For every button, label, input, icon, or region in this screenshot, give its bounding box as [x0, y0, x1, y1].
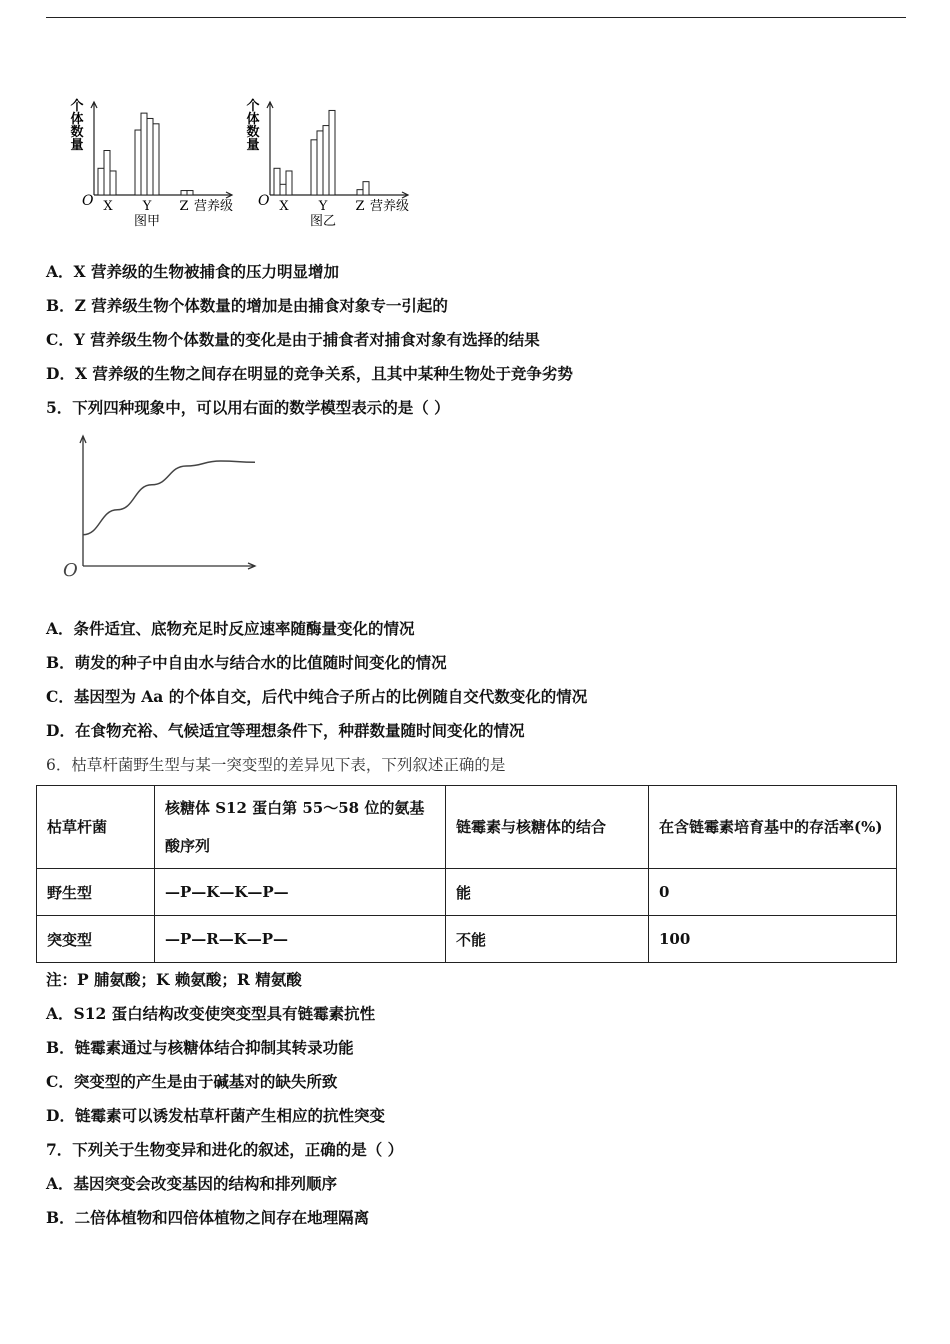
q4-option-a: A．X 营养级的生物被捕食的压力明显增加	[46, 262, 339, 281]
comparison-table	[36, 785, 897, 963]
x-tick-label: X	[103, 199, 113, 214]
y-axis-label: 个体数量	[246, 99, 260, 153]
header-rule	[46, 17, 906, 18]
table-row	[37, 869, 897, 916]
bar	[98, 168, 104, 195]
bar	[280, 184, 286, 195]
bar-chart-yi	[236, 96, 426, 231]
table-header-cell: 核糖体 S12 蛋白第 55～58 位的氨基酸序列	[155, 786, 446, 869]
bar	[329, 110, 335, 195]
chart-title: 图乙	[309, 214, 337, 229]
table-note: 注：P 脯氨酸；K 赖氨酸；R 精氨酸	[46, 970, 302, 989]
q7-option-b: B．二倍体植物和四倍体植物之间存在地理隔离	[46, 1208, 370, 1227]
origin-label: O	[258, 193, 270, 209]
q4-option-c: C．Y 营养级生物个体数量的变化是由于捕食者对捕食对象有选择的结果	[46, 330, 540, 349]
table-header-row	[37, 786, 897, 869]
bar	[311, 140, 317, 195]
bar-chart-jia	[60, 96, 250, 231]
table-cell: 100	[649, 916, 897, 963]
bar	[286, 171, 292, 195]
table-cell: 突变型	[37, 916, 155, 963]
table-cell: 不能	[446, 916, 649, 963]
q7-stem: 7．下列关于生物变异和进化的叙述，正确的是（ ）	[46, 1140, 404, 1159]
q5-stem: 5．下列四种现象中，可以用右面的数学模型表示的是（ ）	[46, 398, 450, 417]
table-header-cell: 在含链霉素培育基中的存活率(%)	[649, 786, 897, 869]
q4-option-b: B．Z 营养级生物个体数量的增加是由捕食对象专一引起的	[46, 296, 448, 315]
x-tick-label: Y	[318, 199, 328, 214]
table-header-cell: 链霉素与核糖体的结合	[446, 786, 649, 869]
bar	[153, 124, 159, 195]
x-tick-label: Y	[142, 199, 152, 214]
x-axis-label: 营养级	[370, 199, 410, 214]
chart-title: 图甲	[133, 214, 161, 229]
q6-option-a: A．S12 蛋白结构改变使突变型具有链霉素抗性	[46, 1004, 376, 1023]
q6-stem: 6．枯草杆菌野生型与某一突变型的差异见下表，下列叙述正确的是	[46, 756, 506, 774]
x-tick-label: Z	[179, 199, 189, 214]
q7-option-a: A．基因突变会改变基因的结构和排列顺序	[46, 1174, 338, 1193]
curve-line	[83, 461, 255, 535]
table-row	[37, 916, 897, 963]
bar	[363, 182, 369, 195]
table-cell: 能	[446, 869, 649, 916]
q5-option-a: A．条件适宜、底物充足时反应速率随酶量变化的情况	[46, 619, 415, 638]
x-tick-label: Z	[355, 199, 365, 214]
bar	[317, 131, 323, 195]
bar	[357, 190, 363, 195]
bar	[147, 118, 153, 195]
q5-option-c: C．基因型为 Aa 的个体自交，后代中纯合子所占的比例随自交代数变化的情况	[46, 687, 588, 706]
q5-option-d: D．在食物充裕、气候适宜等理想条件下，种群数量随时间变化的情况	[46, 721, 525, 740]
table-cell: 野生型	[37, 869, 155, 916]
bar	[274, 168, 280, 195]
table-cell: 0	[649, 869, 897, 916]
q4-option-d: D．X 营养级的生物之间存在明显的竞争关系，且其中某种生物处于竞争劣势	[46, 364, 573, 383]
bar	[135, 130, 141, 195]
bar	[104, 151, 110, 196]
bar	[323, 126, 329, 195]
x-axis-label: 营养级	[194, 199, 234, 214]
origin-label: O	[82, 193, 94, 209]
table-header-cell: 枯草杆菌	[37, 786, 155, 869]
bar	[181, 191, 187, 195]
bar	[141, 113, 147, 195]
table-cell: —P—R—K—P—	[155, 916, 446, 963]
bar-chart-jia-svg	[60, 96, 250, 231]
line-chart-model-svg	[55, 430, 270, 585]
bar-chart-yi-svg	[236, 96, 426, 231]
y-axis-label: 个体数量	[70, 99, 84, 153]
bar	[187, 191, 193, 195]
origin-label: O	[63, 560, 78, 581]
q6-option-c: C．突变型的产生是由于碱基对的缺失所致	[46, 1072, 338, 1091]
q6-option-b: B．链霉素通过与核糖体结合抑制其转录功能	[46, 1038, 354, 1057]
q5-option-b: B．萌发的种子中自由水与结合水的比值随时间变化的情况	[46, 653, 447, 672]
bar	[110, 171, 116, 195]
table-cell: —P—K—K—P—	[155, 869, 446, 916]
x-tick-label: X	[279, 199, 289, 214]
line-chart-model	[55, 430, 270, 585]
q6-option-d: D．链霉素可以诱发枯草杆菌产生相应的抗性突变	[46, 1106, 385, 1125]
